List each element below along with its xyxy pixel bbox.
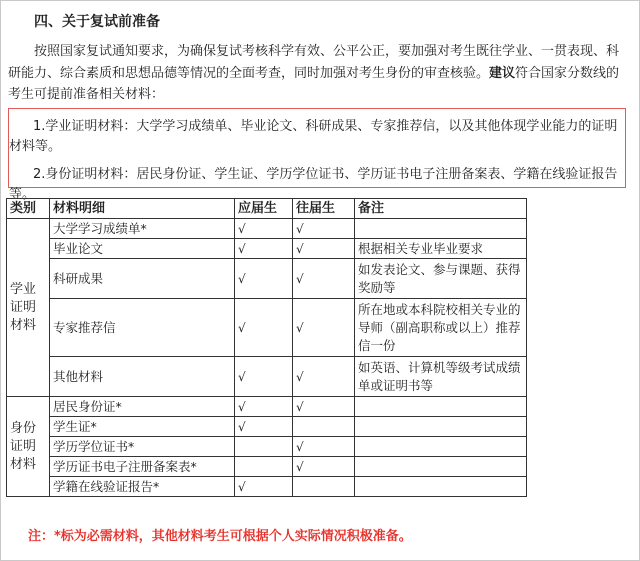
requirements-box (8, 108, 626, 202)
intro-bold-word: 建议 (489, 65, 516, 81)
item-cell: 大学学习成绩单* (50, 219, 235, 239)
note-cell: 如英语、计算机等级考试成绩单或证明书等 (355, 357, 527, 397)
note-cell: 根据相关专业毕业要求 (355, 239, 527, 259)
note-cell: 如发表论文、参与课题、获得奖励等 (355, 259, 527, 299)
past-check: √ (293, 357, 355, 397)
table-row (7, 477, 527, 497)
current-check: √ (235, 357, 293, 397)
past-check: √ (293, 457, 355, 477)
table-row (7, 457, 527, 477)
intro-text-before: 按照国家复试通知要求，为确保复试考核科学有效、公平公正，要加强对考生既往学业、一贯表现、科研能力、综合素质和思想品德等情况的全面考查，同时加强对考生身份的审查核验。 (8, 44, 620, 81)
current-check: √ (235, 397, 293, 417)
note-cell (355, 417, 527, 437)
current-check: √ (235, 477, 293, 497)
past-check: √ (293, 259, 355, 299)
note-cell: 所在地或本科院校相关专业的导师（副高职称或以上）推荐信一份 (355, 299, 527, 357)
header-note: 备注 (355, 199, 527, 219)
current-check (235, 437, 293, 457)
current-check: √ (235, 219, 293, 239)
category-cell: 身份证明材料 (7, 397, 50, 497)
current-check: √ (235, 239, 293, 259)
item-cell: 学历学位证书* (50, 437, 235, 457)
past-check: √ (293, 437, 355, 457)
past-check (293, 477, 355, 497)
item-cell: 其他材料 (50, 357, 235, 397)
footnote: 注：*标为必需材料，其他材料考生可根据个人实际情况积极准备。 (28, 529, 412, 544)
item-cell: 居民身份证* (50, 397, 235, 417)
header-past: 往届生 (293, 199, 355, 219)
header-category: 类别 (7, 199, 50, 219)
item-cell: 毕业论文 (50, 239, 235, 259)
intro-text-after: 符合国家分数线的考生可提前准备相关材料： (8, 65, 620, 102)
table-row (7, 259, 527, 299)
note-cell (355, 397, 527, 417)
table-row (7, 219, 527, 239)
note-cell (355, 457, 527, 477)
item-cell: 科研成果 (50, 259, 235, 299)
header-current: 应届生 (235, 199, 293, 219)
item-cell: 学生证* (50, 417, 235, 437)
table-row (7, 437, 527, 457)
table-row (7, 357, 527, 397)
intro-paragraph (8, 41, 630, 106)
materials-table (6, 198, 527, 497)
current-check: √ (235, 259, 293, 299)
requirement-academic: 1.学业证明材料：大学学习成绩单、毕业论文、科研成果、专家推荐信，以及其他体现学业能力的证明材料等。 (9, 119, 618, 154)
past-check (293, 417, 355, 437)
item-cell: 学历证书电子注册备案表* (50, 457, 235, 477)
past-check: √ (293, 299, 355, 357)
current-check: √ (235, 417, 293, 437)
item-cell: 专家推荐信 (50, 299, 235, 357)
table-row (7, 417, 527, 437)
note-cell (355, 219, 527, 239)
header-item: 材料明细 (50, 199, 235, 219)
past-check: √ (293, 239, 355, 259)
note-cell (355, 437, 527, 457)
note-cell (355, 477, 527, 497)
section-title: 四、关于复试前准备 (34, 14, 160, 30)
requirement-identity: 2.身份证明材料：居民身份证、学生证、学历学位证书、学历证书电子注册备案表、学籍在线验证报告等。 (9, 167, 618, 202)
current-check: √ (235, 299, 293, 357)
table-row (7, 397, 527, 417)
table-row (7, 239, 527, 259)
item-cell: 学籍在线验证报告* (50, 477, 235, 497)
category-cell: 学业证明材料 (7, 219, 50, 397)
past-check: √ (293, 397, 355, 417)
table-header-row (7, 199, 527, 219)
current-check (235, 457, 293, 477)
past-check: √ (293, 219, 355, 239)
table-row (7, 299, 527, 357)
